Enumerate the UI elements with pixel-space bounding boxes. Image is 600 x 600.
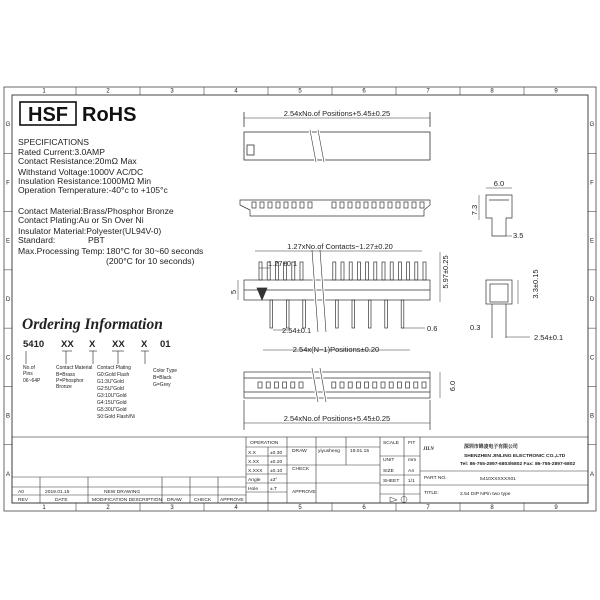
color-label: Color Type: [153, 368, 178, 374]
company-name-en: SHENZHEN JINLING ELECTRONIC CO.,LTD: [464, 454, 566, 459]
upper-contact: [407, 262, 410, 280]
grid-column-label: 8: [490, 505, 494, 511]
pcb-side-profile: [486, 280, 512, 338]
upper-contact: [415, 262, 418, 280]
size-label: SIZE: [383, 469, 394, 474]
temp-line-1: 180°C for 30~60 seconds: [106, 246, 204, 256]
pins-label: No.of: [23, 365, 35, 371]
temp-label: Max.Processing Temp:: [18, 246, 105, 256]
upper-contact: [390, 262, 393, 280]
rev-header-draw: DRAW: [167, 498, 182, 503]
pins-label: 06~64P: [23, 378, 41, 384]
grid-column-label: 7: [426, 88, 430, 95]
grid-column-label: 2: [106, 505, 110, 511]
pcb-height-label: 3.3±0.15: [531, 269, 540, 299]
contact-slot: [414, 382, 418, 388]
upper-contact: [341, 262, 344, 280]
tolerance-value: ±0.20: [270, 460, 283, 465]
ordering-title: Ordering Information: [22, 316, 163, 333]
contact-slot: [356, 382, 360, 388]
contact-slot: [389, 382, 393, 388]
grid-row-label: E: [5, 238, 11, 245]
comb-tooth: [292, 202, 296, 208]
code-part: 01: [160, 339, 171, 350]
specifications-block: [18, 137, 203, 266]
spec-line: Rated Current:3.0AMP: [18, 147, 105, 157]
pcb-pitch-label: 2.54±0.1: [534, 333, 564, 342]
material-line: Contact Material:Brass/Phosphor Bronze: [18, 206, 174, 216]
grid-row-label: G: [5, 122, 11, 129]
comb-tooth: [412, 202, 416, 208]
tolerance-value: ±.T: [270, 487, 278, 492]
plating-label: G4:15U"Gold: [97, 400, 127, 406]
color-label: G=Grey: [153, 382, 171, 388]
comb-tooth: [372, 202, 376, 208]
sheet-value: 1/1: [408, 479, 415, 484]
grid-column-label: 4: [234, 505, 238, 511]
comb-tooth: [364, 202, 368, 208]
grid-column-label: 5: [298, 505, 302, 511]
contact-slot: [258, 382, 262, 388]
upper-contact: [366, 262, 369, 280]
spec-line: Contact Resistance:20mΩ Max: [18, 156, 137, 166]
comb-tooth: [388, 202, 392, 208]
rev-header-desc: MODIFICATION DESCRIPTION: [92, 498, 163, 503]
comb-tooth: [348, 202, 352, 208]
comb-tooth: [284, 202, 288, 208]
side-leg-label: 3.5: [513, 231, 524, 240]
material-line: Contact Plating:Au or Sn Over Ni: [18, 215, 144, 225]
contact-slot: [299, 382, 303, 388]
lower-pin: [336, 300, 339, 328]
side-height-label: 7.3: [470, 204, 479, 216]
plating-label: G2:5U"Gold: [97, 386, 124, 392]
company-tel: Tel: 86-755-2897-6803/6802 Fax: 86-755-2897-6802: [460, 462, 576, 467]
upper-contact: [423, 262, 426, 280]
contact-slot: [266, 382, 270, 388]
upper-contact: [333, 262, 336, 280]
material-label: P=Phosphor: [56, 378, 84, 384]
title-value: 2.54 DIP NPin two type: [460, 492, 511, 497]
side-width-label: 6.0: [493, 179, 505, 188]
material-label: B=Brass: [56, 372, 76, 378]
spec-line: Insulation Resistance:1000MΩ Min: [18, 176, 152, 186]
grid-column-label: 9: [554, 88, 558, 95]
rohs-text: RoHS: [82, 104, 137, 126]
connector-cross-section: [486, 195, 512, 236]
draw-date: 19.01.15: [350, 449, 370, 454]
contact-slot: [332, 382, 336, 388]
upper-contact: [259, 262, 262, 280]
grid-row-label: C: [589, 355, 595, 362]
comb-tooth: [420, 202, 424, 208]
grid-row-label: F: [6, 180, 10, 187]
color-label: B=Black: [153, 375, 172, 381]
grid-row-label: D: [589, 297, 595, 303]
code-part: XX: [112, 339, 125, 350]
grid-column-label: 9: [554, 505, 558, 511]
comb-tooth: [356, 202, 360, 208]
positions-label: 2.54x(N−1)Positions±0.20: [292, 345, 380, 354]
approve-label: APPROVE: [292, 490, 316, 495]
plating-label: Contact Plating: [97, 365, 131, 371]
left-height-label: 5: [229, 289, 238, 295]
contact-slot: [397, 382, 401, 388]
comb-tooth: [300, 202, 304, 208]
grid-column-label: 5: [298, 88, 302, 95]
grid-row-label: B: [589, 413, 595, 420]
pitch-top-label: 1.27±0.1: [268, 259, 298, 268]
comb-tooth: [404, 202, 408, 208]
total-height-label: 5.97±0.25: [441, 255, 450, 289]
temp-line-2: (200°C for 10 seconds): [106, 256, 195, 266]
pins-label: Pins: [23, 371, 33, 377]
comb-tooth: [252, 202, 256, 208]
spec-heading: SPECIFICATIONS: [18, 137, 89, 147]
part-label: PART NO.: [424, 476, 447, 481]
lower-pin: [303, 300, 306, 328]
contact-slot: [283, 382, 287, 388]
sheet-label: SHEET: [383, 479, 400, 484]
operation-label: OPERATION: [250, 441, 279, 446]
bottom-view-dimensions: [244, 372, 457, 423]
material-line: Insulator Material:Polyester(UL94V-0): [18, 226, 162, 236]
bottom-length-label: 2.54xNo.of Positions+5.45±0.25: [283, 414, 391, 423]
hsf-rohs-logo: [20, 102, 136, 126]
contact-slot: [340, 382, 344, 388]
grid-column-label: 6: [362, 505, 366, 511]
comb-tooth: [276, 202, 280, 208]
contact-slot: [422, 382, 426, 388]
upper-contact: [398, 262, 401, 280]
size-value: A4: [408, 469, 414, 474]
scale-label: SCALE: [383, 441, 400, 446]
pin-width-label: 0.6: [427, 324, 438, 333]
grid-row-label: D: [5, 297, 11, 303]
material-label: Bronze: [56, 384, 72, 390]
grid-row-label: B: [5, 413, 11, 420]
lower-pin: [352, 300, 355, 328]
tolerance-label: Angle: [248, 478, 261, 483]
tolerance-value: ±0.10: [270, 469, 283, 474]
spec-line: Operation Temperature:-40°c to +105°c: [18, 185, 168, 195]
rev-header-approve: APPROVE: [220, 498, 244, 503]
lower-pin: [270, 300, 273, 328]
rev-value: A0: [18, 490, 24, 495]
grid-row-label: A: [589, 471, 595, 478]
comb-tooth: [332, 202, 336, 208]
upper-contact: [357, 262, 360, 280]
comb-tooth: [340, 202, 344, 208]
upper-contact: [382, 262, 385, 280]
contact-slot: [291, 382, 295, 388]
code-part: 5410: [23, 339, 45, 350]
contact-slot: [274, 382, 278, 388]
grid-row-label: E: [589, 238, 595, 245]
hsf-text: HSF: [28, 104, 68, 126]
grid-column-label: 2: [106, 88, 110, 95]
material-label: Contact Material: [56, 365, 93, 371]
grid-row-label: F: [590, 180, 594, 187]
cross-section-dimensions: [470, 179, 523, 240]
ordering-information: [22, 316, 177, 420]
unit-label: UNIT: [383, 458, 395, 463]
bottom-height-label: 6.0: [448, 380, 457, 392]
plating-label: S0:Gold Flash/Ni: [97, 414, 135, 420]
connector-side-profile: [240, 200, 430, 216]
plating-label: G0:Gold Flash: [97, 372, 130, 378]
spec-line: Withstand Voltage:1000V AC/DC: [18, 167, 144, 177]
contacts-label: 1.27xNo.of Contacts−1.27±0.20: [287, 242, 393, 251]
part-value: 5410XXXXXX01: [480, 477, 516, 482]
rev-header-date: DATE: [55, 498, 68, 503]
draw-label: DRAW: [292, 449, 307, 454]
plating-label: G1:3U"Gold: [97, 379, 124, 385]
contact-slot: [373, 382, 377, 388]
code-part: X: [141, 339, 148, 350]
upper-contact: [300, 262, 303, 280]
grid-column-label: 1: [42, 505, 46, 511]
comb-tooth: [260, 202, 264, 208]
lower-pin: [385, 300, 388, 328]
check-label: CHECK: [292, 467, 310, 472]
contact-slot: [406, 382, 410, 388]
comb-tooth: [380, 202, 384, 208]
plating-label: G5:30U"Gold: [97, 407, 127, 413]
tolerance-label: X.XX: [248, 460, 260, 465]
rev-header-rev: REV: [18, 498, 29, 503]
grid-row-label: C: [5, 355, 11, 362]
tolerance-value: ±0.30: [270, 451, 283, 456]
tolerance-label: Hole: [248, 487, 259, 492]
top-length-dim: [244, 109, 430, 118]
grid-column-label: 3: [170, 88, 174, 95]
grid-row-label: G: [589, 122, 595, 129]
lower-pin: [401, 300, 404, 328]
rev-header-check: CHECK: [194, 498, 212, 503]
pcb-left-label: 0.3: [470, 323, 481, 332]
upper-contact: [349, 262, 352, 280]
contact-slot: [348, 382, 352, 388]
upper-contact: [374, 262, 377, 280]
unit-value: mm: [408, 458, 417, 463]
standard-label: Standard:: [18, 235, 56, 245]
tolerance-label: X.X: [248, 451, 256, 456]
code-part: X: [89, 339, 96, 350]
company-name-cn: 深圳市锦凌电子有限公司: [464, 445, 518, 450]
grid-column-label: 7: [426, 505, 430, 511]
pitch-bottom-label: 2.54±0.1: [282, 326, 312, 335]
grid-row-label: A: [5, 471, 11, 478]
rev-desc: NEW DRAWING: [104, 490, 141, 495]
title-label: TITLE:: [424, 491, 439, 496]
comb-tooth: [268, 202, 272, 208]
tolerance-label: X.XXX: [248, 469, 263, 474]
grid-column-label: 1: [42, 88, 46, 95]
comb-tooth: [308, 202, 312, 208]
company-logo: JILN: [423, 447, 434, 452]
grid-column-label: 4: [234, 88, 238, 95]
pcb-dimensions: [470, 269, 563, 342]
grid-column-label: 3: [170, 505, 174, 511]
lower-pin: [286, 300, 289, 328]
grid-column-label: 8: [490, 88, 494, 95]
scale-value: FIT: [408, 441, 416, 446]
contact-slot: [365, 382, 369, 388]
code-part: XX: [61, 339, 74, 350]
comb-tooth: [396, 202, 400, 208]
plating-label: G3:10U"Gold: [97, 393, 127, 399]
standard-value: PBT: [88, 235, 105, 245]
grid-column-label: 6: [362, 88, 366, 95]
lower-pin: [368, 300, 371, 328]
contact-slot: [381, 382, 385, 388]
title-block-text: [18, 440, 575, 503]
connector-top-view: [244, 112, 430, 162]
top-length-label: 2.54xNo.of Positions+5.45±0.25: [283, 109, 391, 118]
tolerance-value: ±3°: [270, 478, 278, 483]
rev-date: 2019.01.15: [45, 490, 70, 495]
draw-name: yiyusheng: [318, 449, 341, 454]
projection-symbol: [390, 497, 407, 503]
